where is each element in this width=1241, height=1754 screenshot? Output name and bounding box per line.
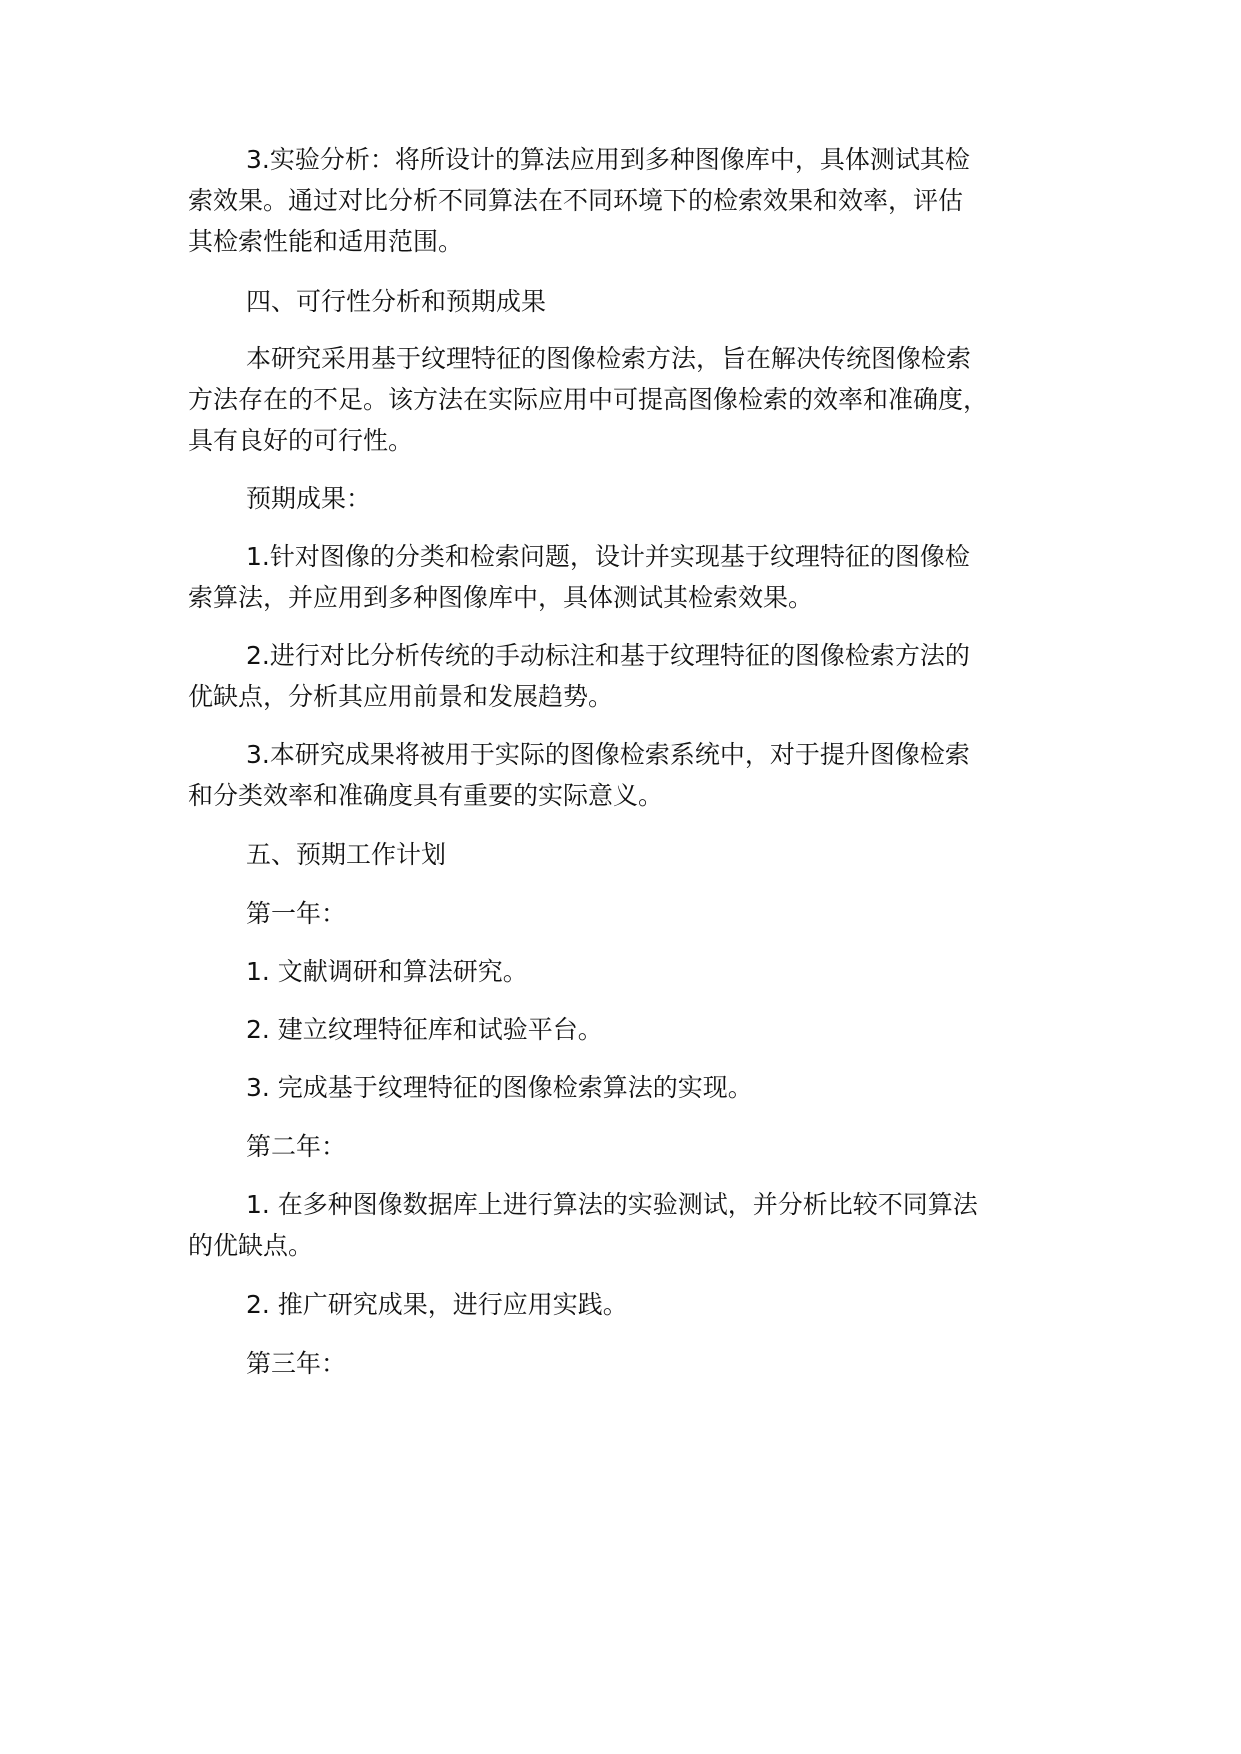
year-1-item-2 [188,1009,603,1050]
paragraph-feasibility [188,338,988,461]
text-line: 本研究采用基于纹理特征的图像检索方法，旨在解决传统图像检索 [246,344,972,373]
text-line: 和分类效率和准确度具有重要的实际意义。 [188,781,664,810]
text-line: 1. 文献调研和算法研究。 [246,957,528,986]
text-line: 方法存在的不足。该方法在实际应用中可提高图像检索的效率和准确度， [188,385,989,414]
text-line: 的优缺点。 [188,1231,314,1260]
text-line: 索效果。通过对比分析不同算法在不同环境下的检索效果和效率，评估 [188,186,964,215]
paragraph-result-3 [188,734,970,816]
text-line: 2. 建立纹理特征库和试验平台。 [246,1015,603,1044]
text-line: 2.进行对比分析传统的手动标注和基于纹理特征的图像检索方法的 [246,641,970,670]
text-line: 3. 完成基于纹理特征的图像检索算法的实现。 [246,1073,753,1102]
paragraph-expected-results-label [188,478,371,519]
year-2-item-1 [188,1184,978,1266]
paragraph-result-1 [188,536,970,618]
year-1-item-3 [188,1067,753,1108]
year-2-item-2 [188,1284,628,1325]
text-line: 3.实验分析：将所设计的算法应用到多种图像库中，具体测试其检 [246,145,970,174]
section-heading-feasibility [188,281,546,322]
text-line: 预期成果： [246,484,372,513]
heading-text: 五、预期工作计划 [246,840,447,869]
text-line: 其检索性能和适用范围。 [188,227,464,256]
text-line: 1.针对图像的分类和检索问题，设计并实现基于纹理特征的图像检 [246,542,970,571]
text-line: 2. 推广研究成果，进行应用实践。 [246,1290,628,1319]
paragraph-result-2 [188,635,970,717]
text-line: 索算法，并应用到多种图像库中，具体测试其检索效果。 [188,583,814,612]
year-3-label [188,1343,346,1384]
section-heading-work-plan [188,834,446,875]
year-1-label [188,893,346,934]
text-line: 优缺点，分析其应用前景和发展趋势。 [188,682,614,711]
text-line: 3.本研究成果将被用于实际的图像检索系统中，对于提升图像检索 [246,740,970,769]
year-2-label [188,1126,346,1167]
paragraph-experiment-analysis [188,139,970,262]
text-line: 第一年： [246,899,347,928]
text-line: 第二年： [246,1132,347,1161]
heading-text: 四、可行性分析和预期成果 [246,287,547,316]
text-line: 1. 在多种图像数据库上进行算法的实验测试，并分析比较不同算法 [246,1190,978,1219]
text-line: 第三年： [246,1349,347,1378]
year-1-item-1 [188,951,528,992]
text-line: 具有良好的可行性。 [188,426,414,455]
